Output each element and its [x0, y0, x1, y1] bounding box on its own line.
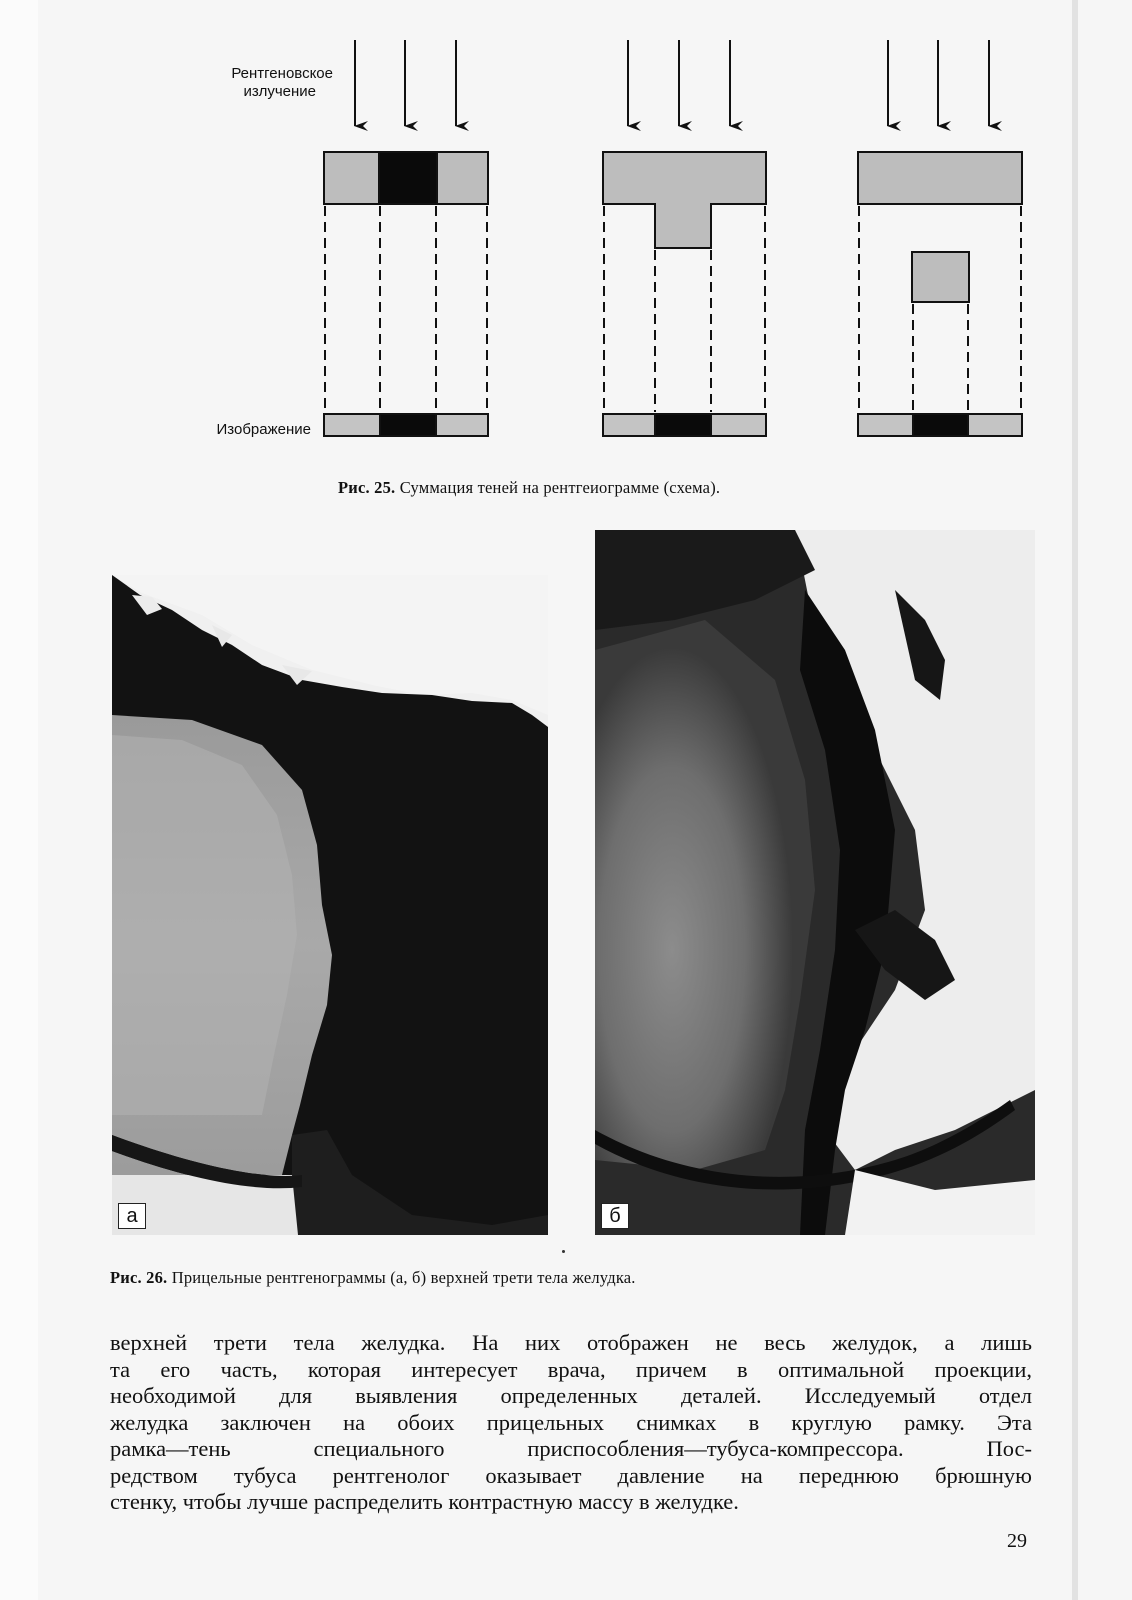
label-radiation-line2: излучение	[243, 83, 316, 100]
image-gray-right	[711, 414, 766, 436]
label-radiation-line1: Рентгеновское	[231, 65, 333, 82]
body-line: рамка—тень специального приспособления—тубуса-компрессора. Пос-	[110, 1436, 1032, 1461]
fig25-diagram	[0, 0, 1132, 450]
absorber-gray-right	[437, 152, 488, 204]
body-line: та его часть, которая интересует врача, причем в оптимальной проекции,	[110, 1356, 1032, 1382]
absorber-black	[379, 152, 437, 204]
fig25-caption	[338, 478, 720, 498]
image-gray-left	[858, 414, 913, 436]
image-gray-right	[968, 414, 1022, 436]
absorber-t-shape	[603, 152, 766, 248]
body-paragraph	[110, 1330, 1032, 1516]
absorber-gray-left	[324, 152, 379, 204]
photo-label-a: а	[118, 1203, 146, 1229]
fig26-caption-prefix: Рис. 26.	[110, 1268, 168, 1287]
image-black	[380, 414, 436, 436]
body-line: редством тубуса рентгенолог оказывает давление на переднюю брюшную	[110, 1462, 1032, 1488]
photo-label-b: б	[601, 1203, 629, 1229]
fig25-caption-prefix: Рис. 25.	[338, 478, 396, 497]
fig26-caption	[110, 1268, 636, 1288]
image-black	[655, 414, 711, 436]
speck	[562, 1250, 565, 1253]
body-line: верхней трети тела желудка. На них отображен не весь желудок, а лишь	[110, 1330, 1032, 1355]
body-line: стенку, чтобы лучше распределить контрастную массу в желудке.	[110, 1489, 739, 1514]
body-line: необходимой для выявления определенных деталей. Исследуемый отдел	[110, 1383, 1032, 1408]
image-gray-left	[324, 414, 380, 436]
diagram-panel-1	[324, 40, 488, 436]
label-image: Изображение	[216, 421, 311, 438]
absorber-floating-square	[912, 252, 969, 302]
diagram-panel-3	[858, 40, 1022, 436]
page-number: 29	[1007, 1530, 1027, 1552]
fig25-caption-text: Суммация теней на рентгеиограмме (схема).	[399, 478, 721, 497]
diagram-panel-2	[603, 40, 766, 436]
fig26-caption-text: Прицельные рентгенограммы (а, б) верхней трети тела желудка.	[171, 1268, 636, 1287]
image-gray-right	[436, 414, 488, 436]
image-gray-left	[603, 414, 655, 436]
absorber-top-bar	[858, 152, 1022, 204]
radiograph-a	[112, 575, 548, 1235]
image-black	[913, 414, 968, 436]
radiograph-b	[595, 530, 1035, 1235]
body-line: желудка заключен на обоих прицельных снимках в круглую рамку. Эта	[110, 1409, 1032, 1435]
